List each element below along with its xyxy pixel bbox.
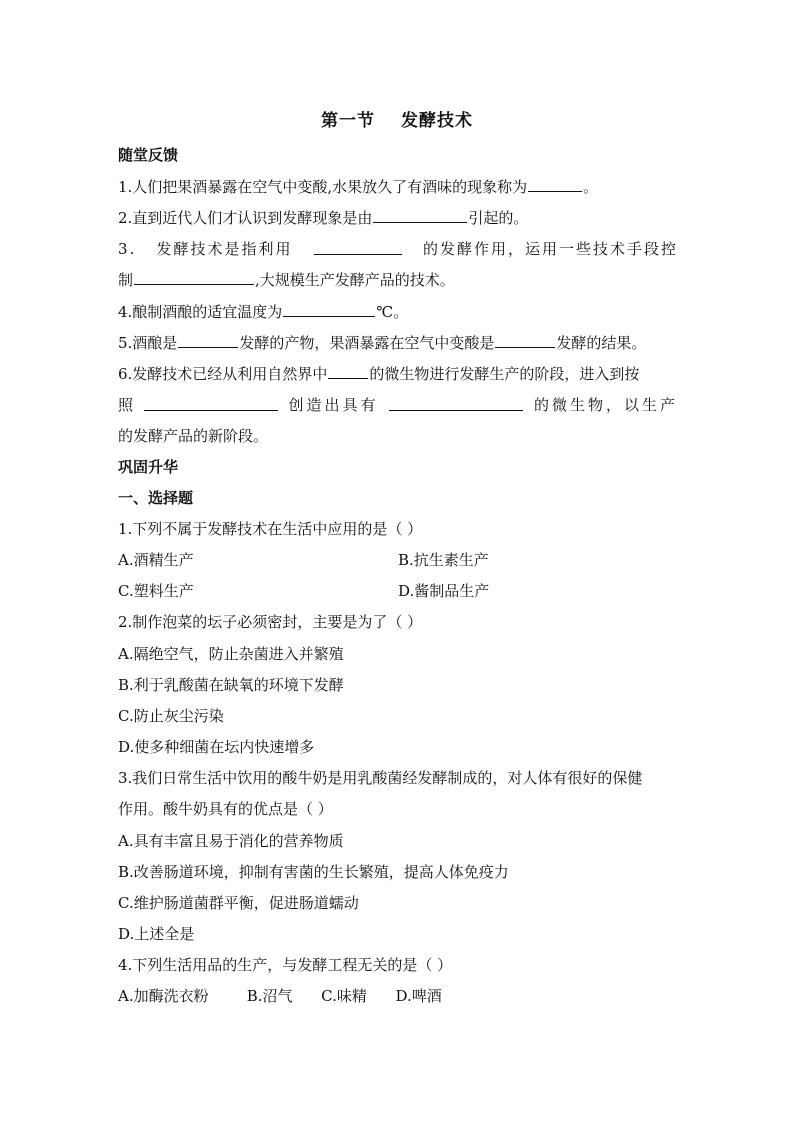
mc4-stem: 4.下列生活用品的生产，与发酵工程无关的是（ ）: [118, 956, 453, 974]
question-6-line3: 的发酵产品的新阶段。: [118, 427, 269, 445]
question-4: 4.酿制酒酿的适宜温度为 ℃。: [118, 300, 408, 323]
mc3-option-a[interactable]: A.具有丰富且易于消化的营养物质: [118, 832, 344, 850]
mc1-option-d[interactable]: D.酱制品生产: [398, 582, 490, 600]
question-3-line1: 3. 发酵技术是指利用 的发酵作用，运用一些技术手段控: [118, 240, 678, 258]
blank-q3a[interactable]: [314, 238, 402, 255]
mc2-stem: 2.制作泡菜的坛子必须密封，主要是为了（ ）: [118, 613, 423, 631]
mc1-option-b[interactable]: B.抗生素生产: [398, 551, 489, 569]
mc2-option-a[interactable]: A.隔绝空气，防止杂菌进入并繁殖: [118, 645, 344, 663]
section-heading-feedback: 随堂反馈: [118, 146, 179, 164]
mc3-option-b[interactable]: B.改善肠道环境，抑制有害菌的生长繁殖，提高人体免疫力: [118, 863, 509, 881]
question-3-line2: 制 ,大规模生产发酵产品的技术。: [118, 268, 455, 291]
mc1-stem: 1.下列不属于发酵技术在生活中应用的是（ ）: [118, 520, 423, 538]
question-5: 5.酒酿是 发酵的产物，果酒暴露在空气中变酸是 发酵的结果。: [118, 331, 646, 354]
mc4-options[interactable]: A.加酶洗衣粉 B.沼气 C.味精 D.啤酒: [118, 987, 442, 1005]
blank-q1[interactable]: [528, 175, 582, 192]
blank-q2[interactable]: [373, 206, 467, 223]
blank-q6a[interactable]: [328, 362, 368, 379]
page-title: [0, 106, 794, 131]
mc2-option-b[interactable]: B.利于乳酸菌在缺氧的环境下发酵: [118, 676, 344, 694]
mc2-option-d[interactable]: D.使多种细菌在坛内快速增多: [118, 738, 315, 756]
mc3-stem-line1: 3.我们日常生活中饮用的酸牛奶是用乳酸菌经发酵制成的，对人体有很好的保健: [118, 769, 643, 787]
blank-q3b[interactable]: [134, 268, 254, 285]
blank-q5b[interactable]: [495, 331, 555, 348]
mc3-stem-line2: 作用。酸牛奶具有的优点是（ ）: [118, 800, 333, 818]
mc3-option-c[interactable]: C.维护肠道菌群平衡，促进肠道蠕动: [118, 894, 359, 912]
question-2: 2.直到近代人们才认识到发酵现象是由 引起的。: [118, 206, 528, 229]
mc1-option-c[interactable]: C.塑料生产: [118, 582, 194, 600]
blank-q5a[interactable]: [178, 331, 238, 348]
question-6-line1: 6.发酵技术已经从利用自然界中 的微生物进行发酵生产的阶段，进入到按: [118, 362, 639, 385]
blank-q4[interactable]: [283, 300, 375, 317]
question-6-line2: 照 创造出具有 的微生物，以生产: [118, 396, 678, 414]
title-part2: 发酵技术: [401, 111, 473, 131]
mc3-option-d[interactable]: D.上述全是: [118, 925, 195, 943]
question-1: 1.人们把果酒暴露在空气中变酸,水果放久了有酒味的现象称为 。: [118, 175, 598, 198]
title-part1: 第一节: [321, 111, 375, 131]
section-heading-consolidate: 巩固升华: [118, 458, 179, 476]
section-subheading-choice: 一、选择题: [118, 489, 194, 507]
blank-q6c[interactable]: [389, 394, 523, 411]
mc1-option-a[interactable]: A.酒精生产: [118, 551, 194, 569]
blank-q6b[interactable]: [144, 394, 278, 411]
mc2-option-c[interactable]: C.防止灰尘污染: [118, 707, 224, 725]
